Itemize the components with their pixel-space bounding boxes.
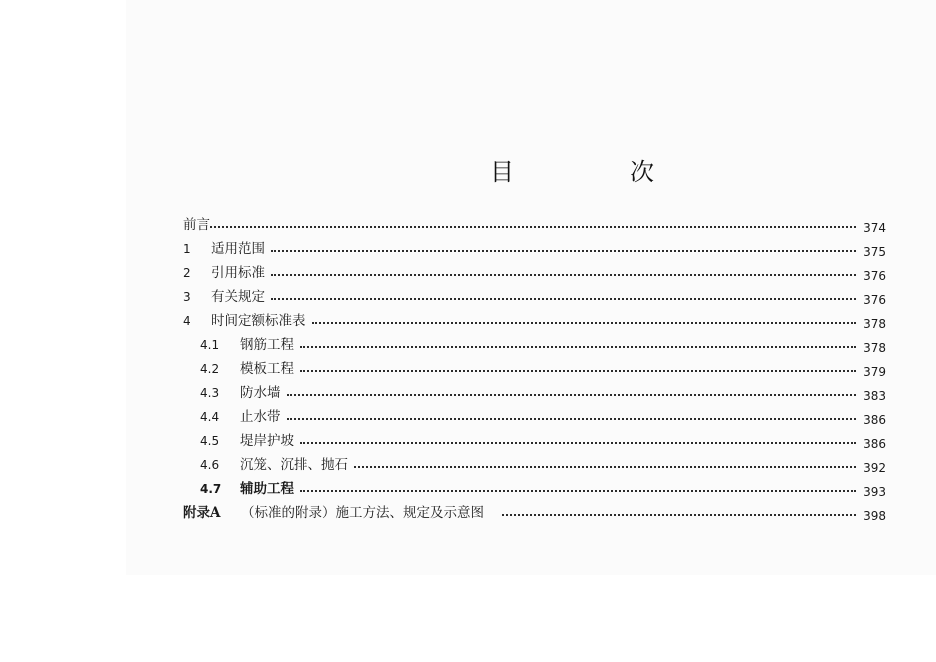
dot-leader [287,418,857,420]
toc-page-number: 392 [863,461,886,475]
toc-entry-label: 止水带 [240,409,281,425]
toc-entry-1[interactable] [183,233,886,257]
toc-entry-label: 时间定额标准表 [211,313,306,329]
toc-entry-number: 4.4 [200,410,220,424]
toc-page-number: 383 [863,389,886,403]
toc-page-number: 374 [863,221,886,235]
toc-page-number: 375 [863,245,886,259]
toc-entry-4-5[interactable] [183,425,886,449]
toc-entry-4-2[interactable] [183,353,886,377]
dot-leader [271,274,856,276]
toc-entry-number: 4.2 [200,362,220,376]
toc-entry-number: 3 [183,290,191,304]
table-of-contents [183,217,886,521]
toc-entry-label: 前言 [183,217,210,233]
toc-entry-label: 钢筋工程 [240,337,294,353]
toc-entry-number: 4.7 [200,482,222,496]
toc-entry-3[interactable] [183,281,886,305]
toc-page-number: 393 [863,485,886,499]
dot-leader [271,250,856,252]
dot-leader [300,370,856,372]
dot-leader [271,298,856,300]
dot-leader [312,322,857,324]
dot-leader [300,346,856,348]
toc-entry-label: 适用范围 [211,241,265,257]
toc-page-number: 386 [863,413,886,427]
toc-entry-number: 4 [183,314,191,328]
toc-entry-label: 引用标准 [211,265,265,281]
dot-leader [210,226,856,228]
dot-leader [287,394,857,396]
toc-page-number: 398 [863,509,886,523]
toc-entry-label: （标准的附录）施工方法、规定及示意图 [241,505,484,521]
toc-entry-2[interactable] [183,257,886,281]
toc-entry-number: 4.5 [200,434,220,448]
toc-entry-number: 2 [183,266,191,280]
toc-entry-preface[interactable] [183,217,886,233]
toc-entry-label: 防水墙 [240,385,281,401]
toc-entry-label: 辅助工程 [240,481,294,497]
dot-leader [300,442,856,444]
toc-page-number: 378 [863,317,886,331]
toc-entry-label: 有关规定 [211,289,265,305]
dot-leader [300,490,856,492]
page-title: 目 次 [490,158,700,186]
toc-entry-number: 4.3 [200,386,220,400]
toc-entry-number: 附录A [183,505,221,521]
dot-leader [354,466,856,468]
toc-entry-4-7[interactable] [183,473,886,497]
toc-entry-4-6[interactable] [183,449,886,473]
toc-entry-number: 4.6 [200,458,220,472]
toc-entry-4-1[interactable] [183,329,886,353]
toc-page-number: 386 [863,437,886,451]
toc-entry-number: 1 [183,242,191,256]
toc-entry-number: 4.1 [200,338,220,352]
toc-entry-label: 模板工程 [240,361,294,377]
toc-entry-label: 堤岸护坡 [240,433,294,449]
toc-entry-label: 沉笼、沉排、抛石 [240,457,348,473]
toc-entry-4-3[interactable] [183,377,886,401]
toc-entry-appendix-a[interactable] [183,497,886,521]
dot-leader [502,514,856,516]
toc-page-number: 376 [863,269,886,283]
toc-page-number: 379 [863,365,886,379]
toc-entry-4[interactable] [183,305,886,329]
toc-page-number: 378 [863,341,886,355]
toc-entry-4-4[interactable] [183,401,886,425]
toc-page-number: 376 [863,293,886,307]
